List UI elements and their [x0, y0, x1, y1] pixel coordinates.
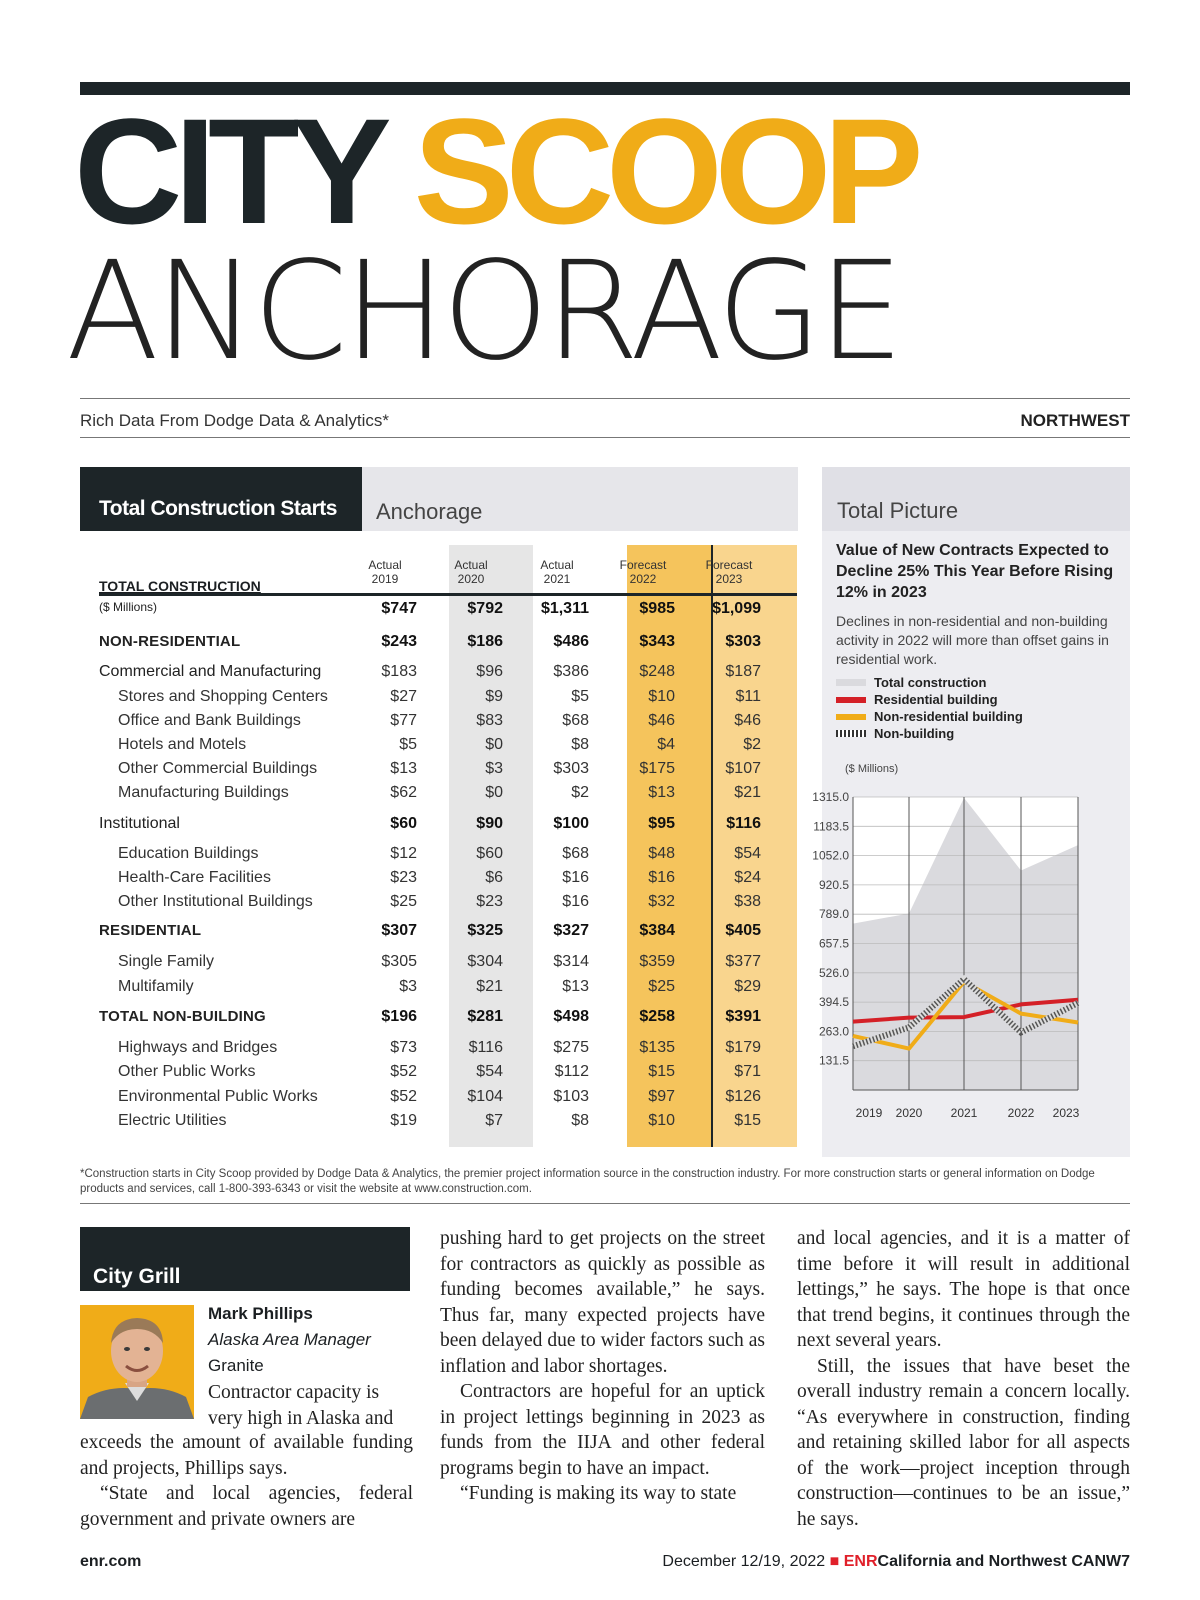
- article-paragraph: “State and local agencies, federal government and private owners are: [80, 1483, 413, 1530]
- table-cell: $16: [562, 893, 589, 910]
- table-row-label: Multifamily: [118, 978, 194, 995]
- column-header-2022: [603, 558, 683, 586]
- table-cell: $307: [381, 922, 417, 939]
- table-cell: $405: [725, 922, 761, 939]
- table-cell: $116: [726, 815, 761, 832]
- table-cell: $46: [734, 712, 761, 729]
- table-row-label: Highways and Bridges: [118, 1039, 278, 1056]
- footnote: *Construction starts in City Scoop provided by Dodge Data & Analytics, the premier project information source in the construction industry. For more construction starts or general information on Dodge products and services, call 1-800-393-6343 or visit the website at www.construction.com.: [80, 1168, 1095, 1195]
- table-cell: $391: [725, 1008, 761, 1025]
- column-kind: Actual: [454, 558, 488, 572]
- legend-swatch: [836, 697, 866, 703]
- table-cell: $196: [381, 1008, 417, 1025]
- y-tick-label: 789.0: [818, 907, 849, 922]
- column-year: 2023: [715, 572, 743, 586]
- column-year: 2021: [543, 572, 571, 586]
- legend-label: Residential building: [874, 692, 998, 707]
- table-cell: $12: [390, 845, 417, 862]
- divider: [80, 437, 1130, 438]
- article-paragraph: “Funding is making its way to state: [460, 1483, 737, 1504]
- table-cell: $107: [725, 760, 761, 777]
- table-cell: $792: [467, 600, 503, 617]
- table-cell: $68: [562, 845, 589, 862]
- legend-label: Non-residential building: [874, 709, 1023, 724]
- table-cell: $126: [725, 1088, 761, 1105]
- legend-item: [836, 674, 1023, 691]
- table-cell: $21: [476, 978, 503, 995]
- article-text: Contractor capacity is very high in Alaska and: [208, 1382, 394, 1429]
- x-tick-label: 2021: [950, 1106, 978, 1120]
- table-cell: $97: [648, 1088, 675, 1105]
- table-cell: $186: [467, 633, 503, 650]
- table-cell: $19: [390, 1112, 417, 1129]
- article-paragraph: pushing hard to get projects on the street for contractors as quickly as possible as funding becomes available,” he says. Thus far, many expected projects have been delayed due to wider factors such as inflation and labor shortages.: [440, 1228, 765, 1377]
- table-cell: $13: [562, 978, 589, 995]
- table-cell: $24: [734, 869, 761, 886]
- table-cell: $2: [571, 784, 589, 801]
- y-tick-label: 394.5: [818, 995, 849, 1010]
- footer-edition: California and Northwest CANW7: [877, 1553, 1130, 1570]
- table-cell: $498: [553, 1008, 589, 1025]
- table-cell: $281: [467, 1008, 503, 1025]
- table-cell: $60: [390, 815, 417, 832]
- table-cell: $54: [476, 1063, 503, 1080]
- y-tick-label: 657.5: [818, 936, 849, 951]
- table-row-label: Stores and Shopping Centers: [118, 688, 328, 705]
- table-cell: $104: [467, 1088, 503, 1105]
- column-year: 2020: [457, 572, 485, 586]
- legend-label: Total construction: [874, 675, 987, 690]
- column-year: 2019: [371, 572, 399, 586]
- table-cell: $314: [553, 953, 589, 970]
- column-header-2021: [517, 558, 597, 586]
- table-cell: $25: [648, 978, 675, 995]
- table-cell: $83: [476, 712, 503, 729]
- table-row-label: TOTAL NON-BUILDING: [99, 1008, 266, 1025]
- table-cell: $10: [648, 1112, 675, 1129]
- chart-headline: Value of New Contracts Expected to Decline 25% This Year Before Rising 12% in 2023: [836, 542, 1114, 601]
- table-cell: $386: [553, 663, 589, 680]
- chart-panel-title: Total Picture: [837, 498, 959, 523]
- table-cell: $303: [553, 760, 589, 777]
- footer-brand: ENR: [843, 1553, 878, 1570]
- column-header-2020: [431, 558, 511, 586]
- table-cell: $1,311: [540, 600, 589, 617]
- person-title: Alaska Area Manager: [208, 1330, 371, 1349]
- legend-label: Non-building: [874, 726, 955, 741]
- article-paragraph: and local agencies, and it is a matter of time before it will result in additional lettings,” he says. The hope is that once that trend begins, it continues through the next several years.: [797, 1228, 1130, 1351]
- column-kind: Forecast: [705, 558, 753, 572]
- table-cell: $25: [390, 893, 417, 910]
- table-cell: $175: [639, 760, 675, 777]
- table-cell: $90: [476, 815, 503, 832]
- table-cell: $6: [485, 869, 503, 886]
- city-name: ANCHORAGE: [66, 233, 900, 391]
- table-cell: $13: [390, 760, 417, 777]
- table-cell: $112: [554, 1063, 589, 1080]
- table-cell: $73: [390, 1039, 417, 1056]
- table-cell: $305: [381, 953, 417, 970]
- chart-description: Declines in non-residential and non-building activity in 2022 will more than offset gains in residential work.: [836, 613, 1109, 667]
- table-cell: $8: [571, 736, 589, 753]
- y-tick-label: 526.0: [818, 965, 849, 980]
- table-cell: $10: [648, 688, 675, 705]
- table-title: Total Construction Starts: [80, 467, 362, 531]
- table-row-label: Institutional: [99, 815, 180, 832]
- total-picture-chart: [812, 780, 1130, 1150]
- table-cell: $60: [476, 845, 503, 862]
- table-cell: $0: [485, 736, 503, 753]
- section-header: [80, 1227, 410, 1291]
- table-cell: $325: [467, 922, 503, 939]
- legend-swatch: [836, 730, 866, 737]
- table-cell: $11: [735, 688, 761, 705]
- article-paragraph: Contractors are hopeful for an uptick in project lettings beginning in 2023 as funds from the IIJA and other federal programs begin to have an impact.: [440, 1381, 765, 1479]
- person-name: Mark Phillips: [208, 1304, 313, 1323]
- person-company: Granite: [208, 1356, 264, 1375]
- table-location: Anchorage: [376, 499, 483, 524]
- table-cell: $183: [381, 663, 417, 680]
- legend-swatch: [836, 679, 866, 686]
- table-cell: $747: [381, 600, 417, 617]
- table-cell: $8: [571, 1112, 589, 1129]
- table-cell: $5: [399, 736, 417, 753]
- table-row-label: Other Commercial Buildings: [118, 760, 318, 777]
- table-row-label: RESIDENTIAL: [99, 922, 202, 939]
- table-cell: $179: [725, 1039, 761, 1056]
- table-cell: $135: [639, 1039, 675, 1056]
- table-cell: $3: [399, 978, 417, 995]
- y-tick-label: 1183.5: [813, 819, 849, 834]
- table-cell: $62: [390, 784, 417, 801]
- table-cell: $9: [485, 688, 503, 705]
- table-cell: $2: [743, 736, 761, 753]
- y-tick-label: 263.0: [818, 1024, 849, 1039]
- table-cell: $52: [390, 1063, 417, 1080]
- total-construction-label: TOTAL CONSTRUCTION: [99, 578, 261, 594]
- table-cell: $359: [639, 953, 675, 970]
- table-cell: $15: [734, 1112, 761, 1129]
- table-cell: $32: [648, 893, 675, 910]
- table-cell: $100: [553, 815, 589, 832]
- table-cell: $103: [553, 1088, 589, 1105]
- y-tick-label: 920.5: [818, 877, 849, 892]
- table-cell: $96: [476, 663, 503, 680]
- table-cell: $1,099: [712, 600, 761, 617]
- table-row-label: Electric Utilities: [118, 1112, 227, 1129]
- divider: [80, 398, 1130, 399]
- table-row-label: Education Buildings: [118, 845, 259, 862]
- table-cell: $21: [734, 784, 761, 801]
- table-cell: $7: [485, 1112, 503, 1129]
- table-row-label: Commercial and Manufacturing: [99, 663, 322, 680]
- x-tick-label: 2022: [1007, 1106, 1035, 1120]
- portrait-photo: [80, 1305, 194, 1419]
- article-column-3: [797, 1226, 1130, 1532]
- x-tick-label: 2020: [895, 1106, 923, 1120]
- table-cell: $377: [725, 953, 761, 970]
- table-row-label: NON-RESIDENTIAL: [99, 633, 241, 650]
- title-scoop: SCOOP: [413, 87, 916, 255]
- table-cell: $3: [485, 760, 503, 777]
- table-cell: $23: [390, 869, 417, 886]
- y-tick-label: 1052.0: [812, 848, 849, 863]
- footer-date: December 12/19, 2022: [662, 1553, 826, 1570]
- table-cell: $248: [639, 663, 675, 680]
- table-row-label: Other Institutional Buildings: [118, 893, 313, 910]
- table-cell: $985: [639, 600, 675, 617]
- section-title: City Grill: [93, 1265, 181, 1288]
- table-cell: $5: [571, 688, 589, 705]
- table-cell: $54: [734, 845, 761, 862]
- column-kind: Actual: [368, 558, 402, 572]
- square-bullet-icon: ■: [829, 1553, 840, 1570]
- table-cell: $16: [562, 869, 589, 886]
- table-row-label: ($ Millions): [99, 600, 158, 614]
- table-cell: $486: [553, 633, 589, 650]
- table-row-label: Single Family: [118, 953, 215, 970]
- table-cell: $275: [553, 1039, 589, 1056]
- legend-item: [836, 691, 1023, 708]
- column-header-2019: [345, 558, 425, 586]
- table-cell: $23: [476, 893, 503, 910]
- table-cell: $16: [648, 869, 675, 886]
- table-cell: $71: [734, 1063, 761, 1080]
- column-header-2023: [689, 558, 769, 586]
- table-cell: $95: [648, 815, 675, 832]
- article-column-2: [440, 1226, 765, 1507]
- table-row-label: Hotels and Motels: [118, 736, 247, 753]
- table-cell: $48: [648, 845, 675, 862]
- column-year: 2022: [629, 572, 657, 586]
- table-row-label: Environmental Public Works: [118, 1088, 318, 1105]
- table-cell: $29: [734, 978, 761, 995]
- table-cell: $303: [725, 633, 761, 650]
- table-header: [80, 467, 798, 531]
- table-cell: $116: [468, 1039, 503, 1056]
- legend-swatch: [836, 714, 866, 720]
- chart-unit-label: ($ Millions): [845, 763, 899, 775]
- article-paragraph: Still, the issues that have beset the overall industry remain a concern locally. “As everywhere in construction, finding and retaining skilled labor for all aspects of the work—project inception through construction—continues to be an issue,” he says.: [797, 1355, 1130, 1530]
- column-kind: Actual: [540, 558, 574, 572]
- y-tick-label: 131.5: [818, 1053, 849, 1068]
- y-tick-label: 1315.0: [812, 790, 849, 804]
- article-paragraph: exceeds the amount of available funding and projects, Phillips says.: [80, 1432, 413, 1479]
- table-cell: $13: [648, 784, 675, 801]
- table-cell: $27: [390, 688, 417, 705]
- table-cell: $187: [725, 663, 761, 680]
- title-city: CITY: [74, 87, 384, 255]
- subtitle: Rich Data From Dodge Data & Analytics*: [80, 411, 389, 430]
- table-cell: $77: [390, 712, 417, 729]
- column-kind: Forecast: [619, 558, 667, 572]
- region-label: NORTHWEST: [1020, 411, 1130, 430]
- table-cell: $68: [562, 712, 589, 729]
- table-cell: $243: [381, 633, 417, 650]
- table-cell: $52: [390, 1088, 417, 1105]
- article-column-1: [80, 1430, 413, 1532]
- table-cell: $46: [648, 712, 675, 729]
- table-row-label: Office and Bank Buildings: [118, 712, 301, 729]
- table-row-label: Health-Care Facilities: [118, 869, 271, 886]
- table-row-label: Other Public Works: [118, 1063, 256, 1080]
- table-cell: $15: [648, 1063, 675, 1080]
- chart-legend: [836, 674, 1023, 742]
- divider: [80, 1203, 1130, 1204]
- masthead-title: [74, 87, 916, 255]
- footer-site[interactable]: enr.com: [80, 1553, 142, 1570]
- x-tick-label: 2023: [1052, 1106, 1080, 1120]
- table-cell: $4: [657, 736, 675, 753]
- legend-item: [836, 708, 1023, 725]
- table-row-label: Manufacturing Buildings: [118, 784, 289, 801]
- table-cell: $343: [639, 633, 675, 650]
- table-cell: $327: [553, 922, 589, 939]
- x-tick-label: 2019: [855, 1106, 883, 1120]
- table-cell: $38: [734, 893, 761, 910]
- table-cell: $384: [639, 922, 675, 939]
- table-cell: $0: [485, 784, 503, 801]
- table-cell: $258: [639, 1008, 675, 1025]
- table-cell: $304: [467, 953, 503, 970]
- footer-info: [662, 1553, 1130, 1571]
- legend-item: [836, 725, 1023, 742]
